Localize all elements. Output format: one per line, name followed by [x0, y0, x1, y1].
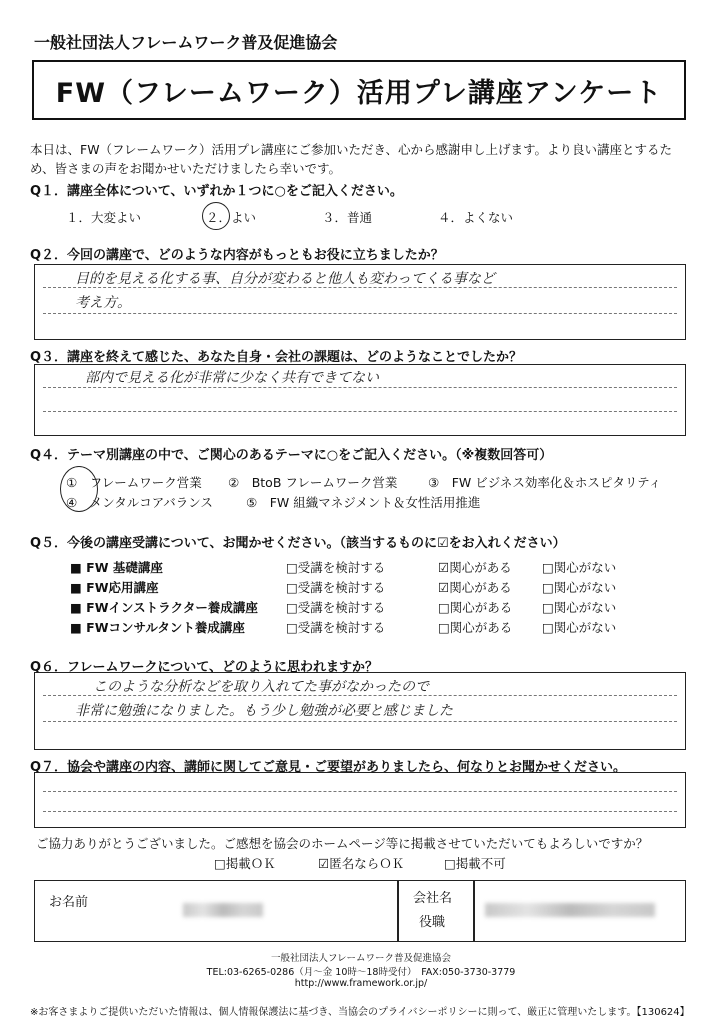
q4-theme-3[interactable]: ③ FW ビジネス効率化＆ホスピタリティ — [428, 475, 662, 490]
q7-answer-box[interactable] — [34, 772, 686, 828]
q5-course-3: ■ FWインストラクター養成講座 — [70, 600, 258, 615]
q6-answer-line: 非常に勉強になりました。もう少し勉強が必要と感じました — [75, 703, 453, 719]
position-label: 役職 — [419, 915, 446, 930]
q5-course-4: ■ FWコンサルタント養成講座 — [70, 620, 245, 635]
q5-row3-consider[interactable]: □受講を検討する — [286, 600, 386, 615]
q1-option-3[interactable]: ３．普通 — [322, 210, 373, 225]
q1-question: Q１．講座全体について、いずれか１つに○をご記入ください。 — [30, 184, 403, 199]
footer-contact: TEL:03-6265-0286（月～金 10時～18時受付） FAX:050-3730-3779 — [206, 967, 516, 978]
intro-text — [30, 140, 700, 178]
q7-question: Q７．協会や講座の内容、講師に関してご意見・ご要望がありましたら、何なりとお聞かせください。 — [30, 760, 627, 775]
q6-question: Q６．フレームワークについて、どのように思われますか？ — [30, 660, 379, 675]
q5-row2-consider[interactable]: □受講を検討する — [286, 580, 386, 595]
footer-url[interactable]: http://www.framework.or.jp/ — [294, 978, 428, 989]
intro-line: め、皆さまの声をお聞かせいただけましたら幸いです。 — [30, 161, 342, 176]
q5-row1-consider[interactable]: □受講を検討する — [286, 560, 386, 575]
privacy-note: ※お客さまよりご提供いただいた情報は、個人情報保護法に基づき、当協会のプライバシーポリシーに則って、厳正に管理いたします。【130624】 — [30, 1007, 690, 1018]
name-value-redacted — [183, 903, 263, 917]
q5-row3-interested[interactable]: □関心がある — [438, 600, 513, 615]
consent-question: ご協力ありがとうございました。ご感想を協会のホームページ等に掲載させていただいてもよろしいですか？ — [36, 836, 649, 851]
q1-option-2[interactable]: ２．よい — [206, 210, 257, 225]
respondent-table — [34, 880, 686, 942]
q5-course-2: ■ FW応用講座 — [70, 580, 159, 595]
q5-row4-interested[interactable]: □関心がある — [438, 620, 513, 635]
q2-answer-box[interactable] — [34, 264, 686, 340]
q4-theme-4[interactable]: ④ メンタルコアバランス — [66, 495, 213, 510]
name-label: お名前 — [49, 895, 89, 910]
q5-row4-not-interested[interactable]: □関心がない — [542, 620, 617, 635]
q5-row2-interested[interactable]: ☑関心がある — [438, 580, 512, 595]
q5-row4-consider[interactable]: □受講を検討する — [286, 620, 386, 635]
title-box — [32, 60, 686, 120]
q4-theme-5[interactable]: ⑤ FW 組織マネジメント＆女性活用推進 — [246, 495, 481, 510]
q6-answer-box[interactable] — [34, 672, 686, 750]
q4-theme-1[interactable]: ① フレームワーク営業 — [66, 475, 202, 490]
q5-question: Q５．今後の講座受講について、お聞かせください。（該当するものに☑をお入れください） — [30, 536, 566, 551]
q5-row3-not-interested[interactable]: □関心がない — [542, 600, 617, 615]
consent-option-no[interactable]: □掲載不可 — [444, 856, 506, 871]
org-name: 一般社団法人フレームワーク普及促進協会 — [34, 33, 338, 52]
q1-answer-circle — [202, 202, 230, 230]
q5-row2-not-interested[interactable]: □関心がない — [542, 580, 617, 595]
q3-question: Q３．講座を終えて感じた、あなた自身・会社の課題は、どのようなことでしたか？ — [30, 350, 523, 365]
company-label: 会社名 — [413, 891, 453, 906]
q2-answer-line: 考え方。 — [75, 295, 131, 311]
page-title: FW（フレームワーク）活用プレ講座アンケート — [55, 77, 663, 109]
q5-row1-interested[interactable]: ☑関心がある — [438, 560, 512, 575]
q5-course-1: ■ FW 基礎講座 — [70, 560, 163, 575]
company-value-redacted — [485, 903, 655, 917]
q4-question: Q４．テーマ別講座の中で、ご関心のあるテーマに○をご記入ください。（※複数回答可） — [30, 448, 553, 463]
q2-question: Q２．今回の講座で、どのような内容がもっともお役に立ちましたか？ — [30, 248, 444, 263]
q3-answer-line: 部内で見える化が非常に少なく共有できてない — [85, 370, 379, 386]
q1-option-4[interactable]: ４．よくない — [438, 210, 514, 225]
intro-line: 本日は、FW（フレームワーク）活用プレ講座にご参加いただき、心から感謝申し上げます。より良い講座とするた — [30, 142, 673, 157]
q1-option-1[interactable]: １．大変よい — [66, 210, 142, 225]
consent-option-anonymous[interactable]: ☑匿名ならＯＫ — [318, 856, 405, 871]
q6-answer-line: このような分析などを取り入れてた事がなかったので — [93, 679, 429, 695]
q4-theme-2[interactable]: ② BtoB フレームワーク営業 — [228, 475, 398, 490]
q3-answer-box[interactable] — [34, 364, 686, 436]
footer-org: 一般社団法人フレームワーク普及促進協会 — [270, 953, 452, 964]
q5-row1-not-interested[interactable]: □関心がない — [542, 560, 617, 575]
consent-option-ok[interactable]: □掲載ＯＫ — [214, 856, 276, 871]
q2-answer-line: 目的を見える化する事、自分が変わると他人も変わってくる事など — [75, 271, 495, 287]
